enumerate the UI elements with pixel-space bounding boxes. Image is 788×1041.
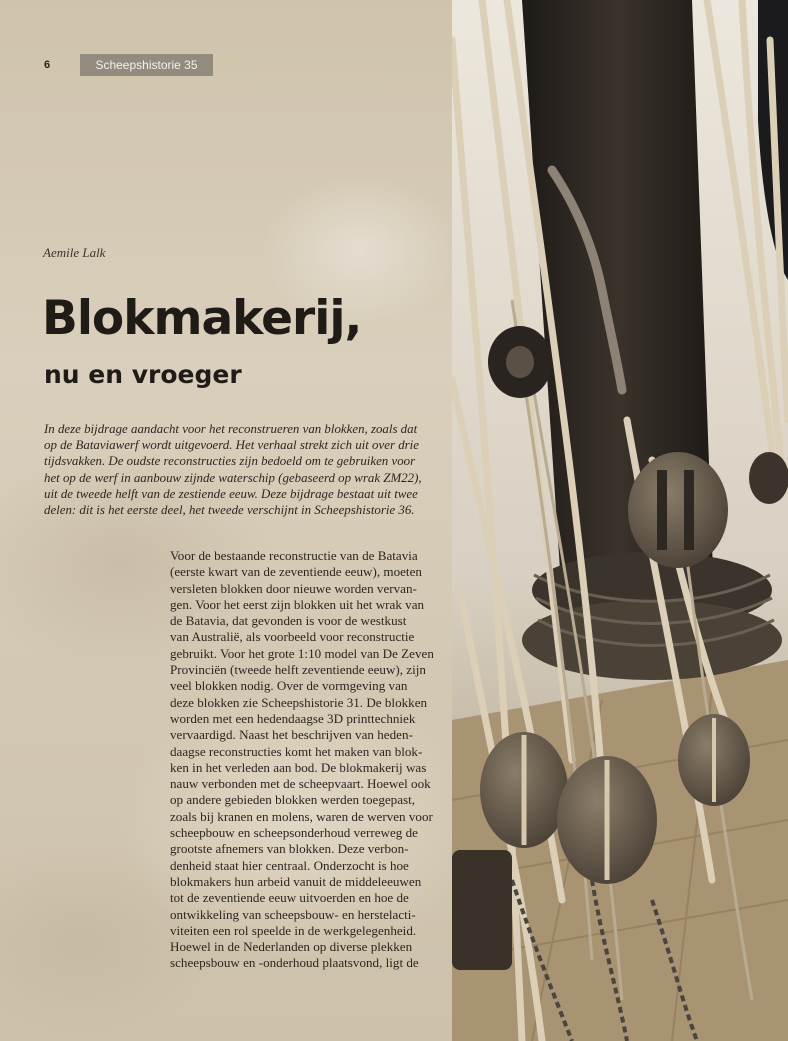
article-body: Voor de bestaande reconstructie van de Batavia (eerste kwart van de zeventiende eeuw), moeten versleten blokken door nieuwe worden vervan- gen. Voor het eerst zijn blokken uit het wrak van de Batavia, dat gevonden is voor de westkust van Australië, als voorbeeld voor reconstructie gebruikt. Voor het grote 1:10 model van De Zeven Provinciën (tweede helft zeventiende eeuw), zijn veel blokken nodig. Over de vormgeving van deze blokken zie Scheepshistorie 31. De blokken worden met een hedendaagse 3D printtechniek vervaardigd. Naast het beschrijven van heden- daagse reconstructies komt het maken van blok- ken in het verleden aan bod. De blokmakerij was nauw verbonden met de scheepvaart. Hoewel ook op andere gebieden blokken werden toegepast, zoals bij kranen en molens, waren de werven voor scheepbouw en scheepsonderhoud verreweg de grootste afnemers van blokken. Deze verbon- denheid staat hier centraal. Onderzocht is hoe blokmakers hun arbeid vanuit de middeleeuwen tot de zeventiende eeuw uitvoerden en hoe de ontwikkeling van scheepsbouw- en herstelacti- viteiten een rol speelde in de werkgelegenheid. Hoewel in de Nederlanden op diverse plekken scheepsbouw en -onderhoud plaatsvond, ligt de [170, 548, 434, 971]
rigging-photo-illustration [452, 0, 788, 1041]
upper-block-mast [628, 452, 728, 568]
dark-block-bottom-left [452, 850, 512, 970]
article-author: Aemile Lalk [43, 245, 106, 260]
running-head-tab: Scheepshistorie 35 [80, 54, 213, 76]
article-title: Blokmakerij, [42, 291, 362, 346]
page-number: 6 [44, 59, 51, 71]
block-right-edge [749, 452, 788, 504]
rigging-photo [452, 0, 788, 1041]
article-intro: In deze bijdrage aandacht voor het reconstrueren van blokken, zoals dat op de Bataviawerf wordt uitgevoerd. Het verhaal strekt zich uit over drie tijdsvakken. De oudste reconstructies zijn bedoeld om te gebruiken voor het op de werf in aanbouw zijnde waterschip (gebaseerd op wrak ZM22), uit de tweede helft van de zestiende eeuw. Deze bijdrage bestaat uit twee delen: dit is het eerste deel, het tweede verschijnt in Scheepshistorie 36. [44, 422, 422, 518]
article-subtitle: nu en vroeger [44, 360, 242, 389]
